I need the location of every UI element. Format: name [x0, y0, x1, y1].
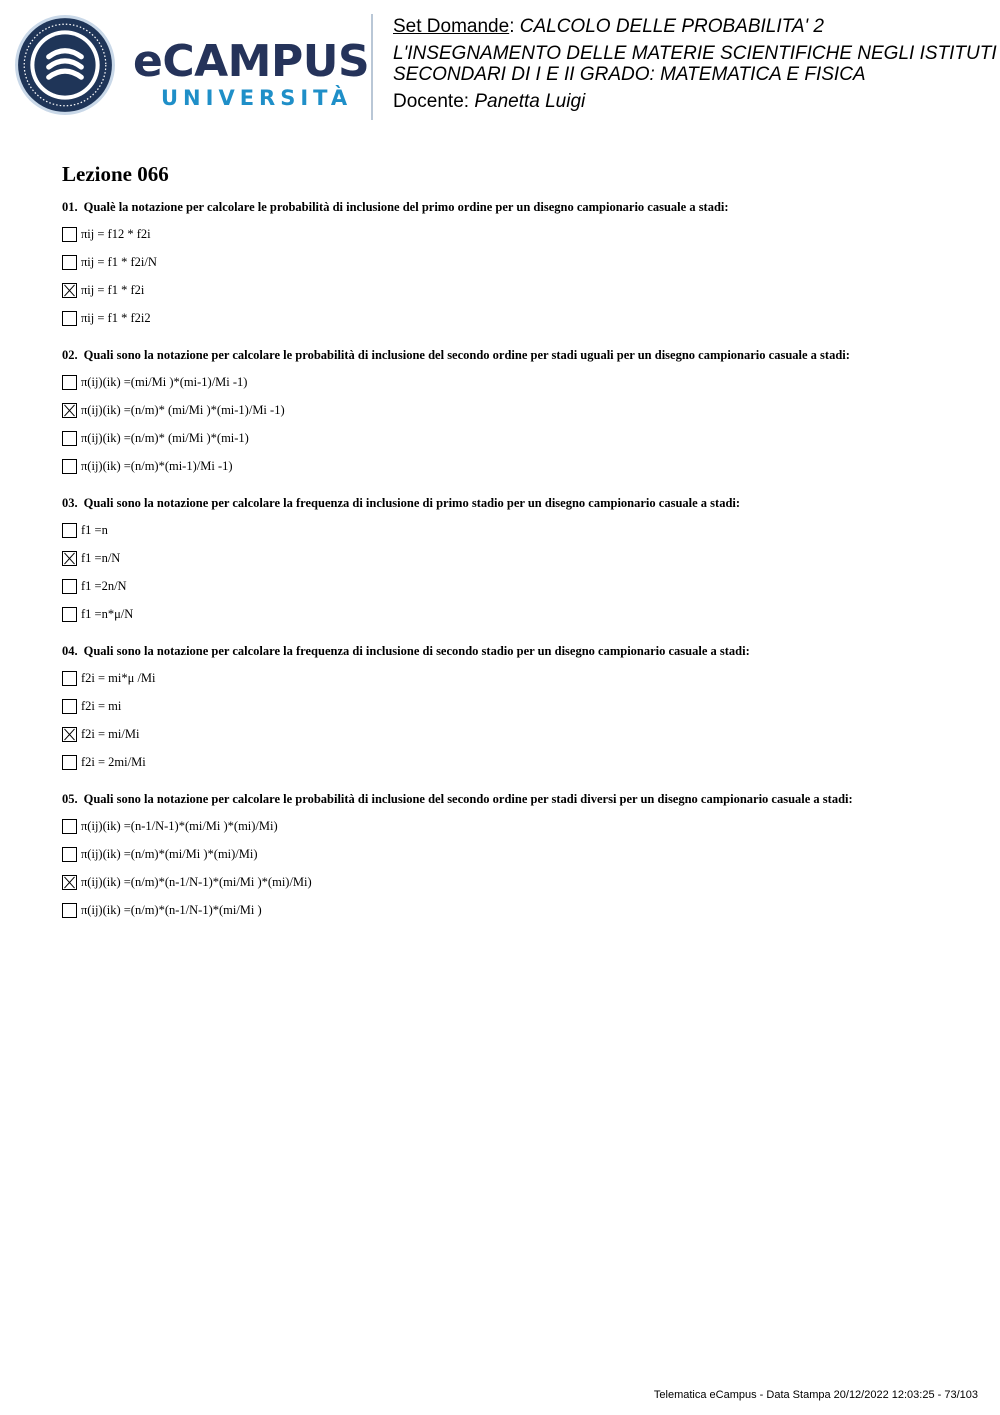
checkbox[interactable]: [62, 579, 77, 594]
question-text: [62, 791, 962, 807]
course-line-2: SECONDARI DI I E II GRADO: MATEMATICA E FISICA: [393, 64, 866, 85]
question-number: 03.: [62, 496, 78, 510]
question-text: [62, 347, 962, 363]
answer-text: πij = f12 * f2i: [81, 227, 151, 241]
page-header: [0, 0, 1000, 130]
answer-text: π(ij)(ik) =(n/m)*(mi-1)/Mi -1): [81, 459, 233, 473]
answer-option[interactable]: [62, 550, 962, 567]
answer-option[interactable]: [62, 430, 962, 447]
answer-option[interactable]: [62, 874, 962, 891]
page-footer: Telematica eCampus - Data Stampa 20/12/2022 12:03:25 - 73/103: [653, 1389, 978, 1401]
question-4: [62, 643, 962, 771]
quiz-content: [62, 160, 962, 939]
checkbox[interactable]: [62, 255, 77, 270]
teacher-value: Panetta Luigi: [474, 91, 586, 112]
question-number: 01.: [62, 200, 78, 214]
teacher-line: [393, 91, 585, 113]
answer-text: πij = f1 * f2i2: [81, 311, 151, 325]
course-line-1: L'INSEGNAMENTO DELLE MATERIE SCIENTIFICHE NEGLI ISTITUTI: [393, 43, 997, 64]
question-prompt: Quali sono la notazione per calcolare la frequenza di inclusione di primo stadio per un disegno campionario casuale a stadi:: [83, 496, 741, 510]
question-3: [62, 495, 962, 623]
answer-option[interactable]: [62, 698, 962, 715]
checkbox[interactable]: [62, 671, 77, 686]
answer-text: π(ij)(ik) =(n/m)* (mi/Mi )*(mi-1)/Mi -1): [81, 403, 285, 417]
checked-checkbox[interactable]: [62, 283, 77, 298]
checkbox[interactable]: [62, 847, 77, 862]
question-prompt: Quali sono la notazione per calcolare le probabilità di inclusione del secondo ordine per stadi uguali per un disegno campionario casuale a stadi:: [83, 348, 850, 362]
question-number: 04.: [62, 644, 78, 658]
answer-option[interactable]: [62, 522, 962, 539]
checkbox[interactable]: [62, 523, 77, 538]
logo-name: eCAMPUS: [133, 36, 370, 87]
question-number: 05.: [62, 792, 78, 806]
answer-text: f1 =2n/N: [81, 579, 127, 593]
answer-text: π(ij)(ik) =(n-1/N-1)*(mi/Mi )*(mi)/Mi): [81, 819, 278, 833]
header-divider: [371, 14, 373, 120]
answer-option[interactable]: [62, 374, 962, 391]
checkbox[interactable]: [62, 755, 77, 770]
checked-checkbox[interactable]: [62, 551, 77, 566]
question-1: [62, 199, 962, 327]
answer-option[interactable]: [62, 282, 962, 299]
checkbox[interactable]: [62, 903, 77, 918]
answer-text: f2i = mi/Mi: [81, 727, 140, 741]
answer-option[interactable]: [62, 726, 962, 743]
checkbox[interactable]: [62, 819, 77, 834]
answer-option[interactable]: [62, 310, 962, 327]
checkbox[interactable]: [62, 699, 77, 714]
answer-text: f1 =n: [81, 523, 108, 537]
question-text: [62, 643, 962, 659]
answer-text: π(ij)(ik) =(n/m)*(n-1/N-1)*(mi/Mi ): [81, 903, 262, 917]
lesson-title: Lezione 066: [62, 162, 169, 186]
answer-option[interactable]: [62, 402, 962, 419]
answer-text: π(ij)(ik) =(mi/Mi )*(mi-1)/Mi -1): [81, 375, 248, 389]
answer-text: π(ij)(ik) =(n/m)*(n-1/N-1)*(mi/Mi )*(mi)/Mi): [81, 875, 312, 889]
teacher-label: Docente:: [393, 91, 470, 112]
question-5: [62, 791, 962, 919]
checkbox[interactable]: [62, 311, 77, 326]
checked-checkbox[interactable]: [62, 727, 77, 742]
question-list: [62, 199, 962, 919]
logo-subtitle: UNIVERSITÀ: [161, 86, 353, 110]
ecampus-seal-logo: [14, 14, 116, 116]
checked-checkbox[interactable]: [62, 403, 77, 418]
answer-option[interactable]: [62, 670, 962, 687]
question-prompt: Qualè la notazione per calcolare le probabilità di inclusione del primo ordine per un disegno campionario casuale a stadi:: [83, 200, 729, 214]
answer-option[interactable]: [62, 754, 962, 771]
answer-text: f2i = 2mi/Mi: [81, 755, 146, 769]
answer-option[interactable]: [62, 254, 962, 271]
answer-option[interactable]: [62, 606, 962, 623]
answer-text: f1 =n*μ/N: [81, 607, 134, 621]
ecampus-wordmark: [133, 36, 370, 110]
checked-checkbox[interactable]: [62, 875, 77, 890]
answer-option[interactable]: [62, 846, 962, 863]
checkbox[interactable]: [62, 607, 77, 622]
set-label: Set Domande: [393, 16, 510, 37]
answer-text: π(ij)(ik) =(n/m)*(mi/Mi )*(mi)/Mi): [81, 847, 258, 861]
question-number: 02.: [62, 348, 78, 362]
set-domande-line: Set Domande: CALCOLO DELLE PROBABILITA' 2: [393, 16, 824, 37]
set-value: CALCOLO DELLE PROBABILITA' 2: [519, 16, 824, 37]
checkbox[interactable]: [62, 227, 77, 242]
answer-text: πij = f1 * f2i: [81, 283, 145, 297]
question-text: [62, 199, 962, 215]
answer-option[interactable]: [62, 818, 962, 835]
answer-option[interactable]: [62, 578, 962, 595]
answer-option[interactable]: [62, 458, 962, 475]
question-2: [62, 347, 962, 475]
answer-text: f2i = mi: [81, 699, 122, 713]
checkbox[interactable]: [62, 375, 77, 390]
checkbox[interactable]: [62, 431, 77, 446]
question-prompt: Quali sono la notazione per calcolare le probabilità di inclusione del secondo ordine per stadi diversi per un disegno campionario casuale a stadi:: [83, 792, 853, 806]
question-text: [62, 495, 962, 511]
answer-text: π(ij)(ik) =(n/m)* (mi/Mi )*(mi-1): [81, 431, 249, 445]
answer-text: f1 =n/N: [81, 551, 121, 565]
checkbox[interactable]: [62, 459, 77, 474]
answer-option[interactable]: [62, 902, 962, 919]
answer-option[interactable]: [62, 226, 962, 243]
answer-text: f2i = mi*μ /Mi: [81, 671, 156, 685]
answer-text: πij = f1 * f2i/N: [81, 255, 157, 269]
question-prompt: Quali sono la notazione per calcolare la frequenza di inclusione di secondo stadio per un disegno campionario casuale a stadi:: [83, 644, 750, 658]
